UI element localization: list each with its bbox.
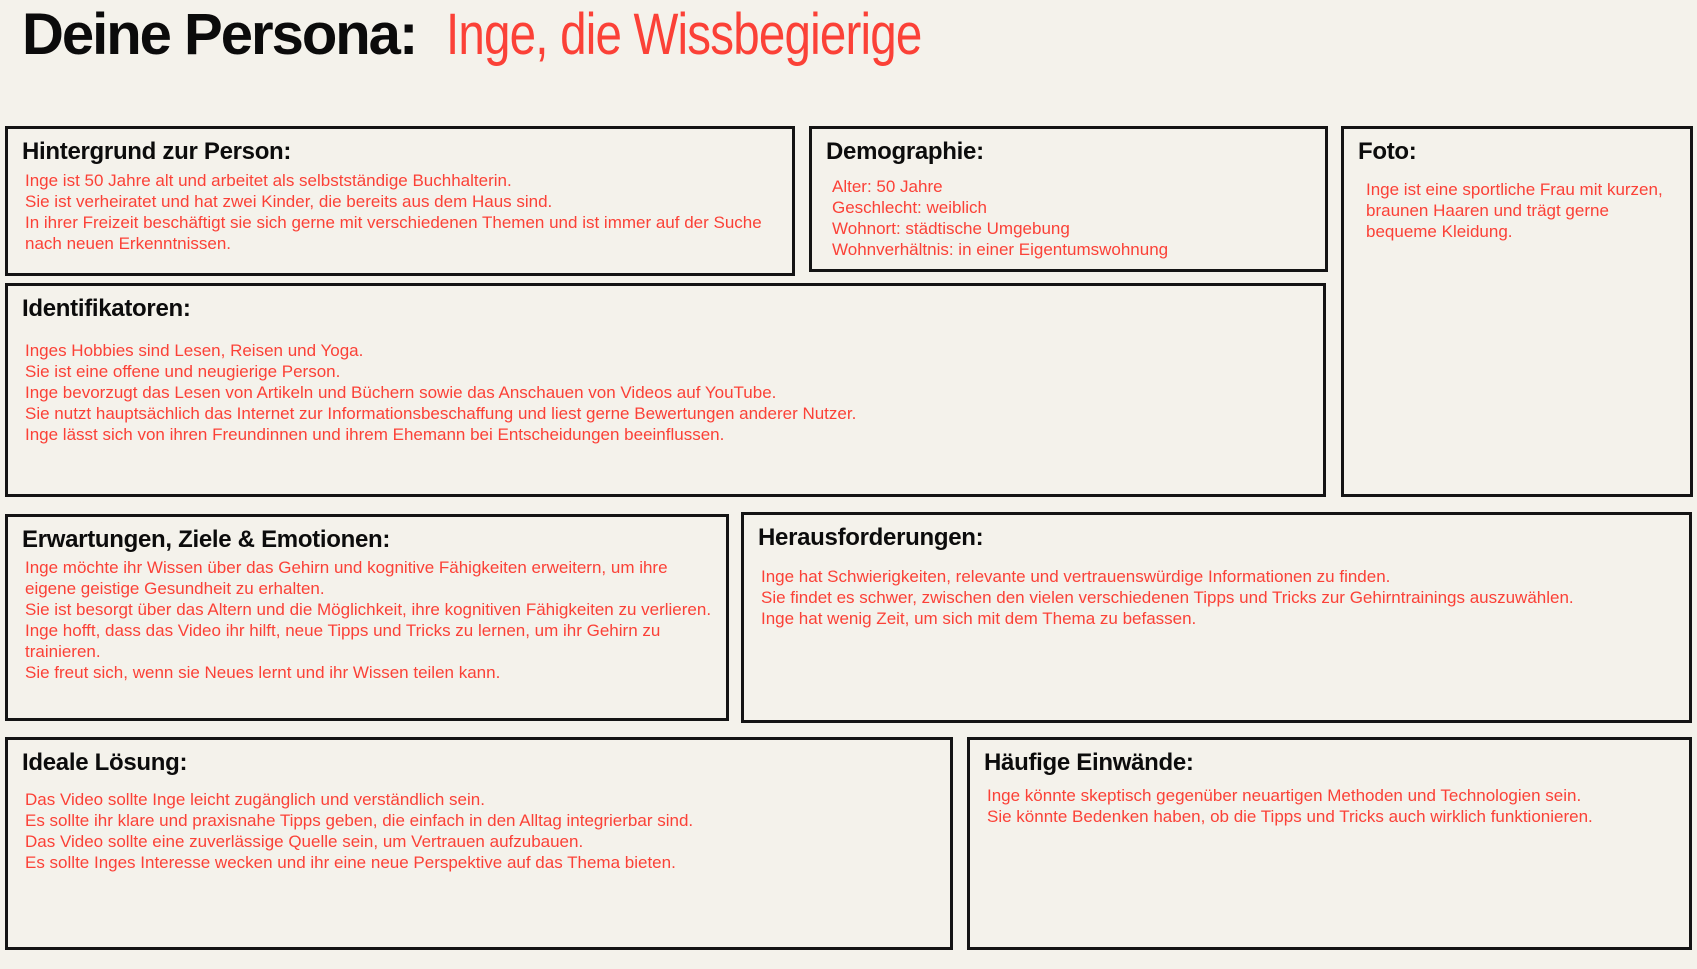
section-body — [826, 176, 1311, 260]
text-line: Sie könnte Bedenken haben, ob die Tipps und Tricks auch wirklich funktionieren. — [987, 806, 1593, 826]
text-line: Inge hat Schwierigkeiten, relevante und vertrauenswürdige Informationen zu finden. — [761, 566, 1391, 586]
section-heading: Erwartungen, Ziele & Emotionen: — [22, 526, 391, 553]
section-foto — [1341, 126, 1693, 497]
section-heading: Demographie: — [826, 138, 984, 165]
section-heading: Ideale Lösung: — [22, 749, 188, 776]
section-heading: Herausforderungen: — [758, 524, 984, 551]
section-body — [22, 557, 712, 683]
text-line: Das Video sollte Inge leicht zugänglich und verständlich sein. — [25, 789, 485, 809]
section-hintergrund-zur-person — [5, 126, 795, 276]
text-line: Sie ist verheiratet und hat zwei Kinder, die bereits aus dem Haus sind. — [25, 191, 553, 211]
section-demographie — [809, 126, 1328, 272]
section-identifikatoren — [5, 283, 1326, 497]
text-line: Wohnort: städtische Umgebung — [832, 218, 1070, 238]
text-line: Sie findet es schwer, zwischen den vielen verschiedenen Tipps und Tricks zur Gehirntrainings auszuwählen. — [761, 587, 1574, 607]
text-line: Sie freut sich, wenn sie Neues lernt und ihr Wissen teilen kann. — [25, 662, 501, 682]
page-title — [22, 2, 1026, 69]
text-line: Inge hat wenig Zeit, um sich mit dem Thema zu befassen. — [761, 608, 1197, 628]
section-heading: Hintergrund zur Person: — [22, 138, 292, 165]
text-line: Alter: 50 Jahre — [832, 176, 943, 196]
page-title-persona-name: Inge, die Wissbegierige — [446, 2, 922, 67]
text-line: Inge bevorzugt das Lesen von Artikeln und Büchern sowie das Anschauen von Videos auf YouTube. — [25, 382, 777, 402]
section-heading: Foto: — [1358, 138, 1417, 165]
section-body — [758, 566, 1675, 629]
text-line: Inge ist eine sportliche Frau mit kurzen, braunen Haaren und trägt gerne bequeme Kleidung. — [1366, 179, 1663, 241]
section-body — [22, 340, 1309, 445]
page-title-label: Deine Persona: — [22, 2, 417, 67]
text-line: Wohnverhältnis: in einer Eigentumswohnung — [832, 239, 1169, 259]
text-line: Inge möchte ihr Wissen über das Gehirn und kognitive Fähigkeiten erweitern, um ihre eigene geistige Gesundheit zu erhalten. — [25, 557, 668, 598]
section-body — [22, 170, 778, 254]
text-line: Das Video sollte eine zuverlässige Quelle sein, um Vertrauen aufzubauen. — [25, 831, 584, 851]
section-erwartungen-ziele-emotionen — [5, 514, 729, 721]
text-line: Sie nutzt hauptsächlich das Internet zur Informationsbeschaffung und liest gerne Bewertungen anderer Nutzer. — [25, 403, 857, 423]
section-heading: Häufige Einwände: — [984, 749, 1194, 776]
text-line: Inge lässt sich von ihren Freundinnen und ihrem Ehemann bei Entscheidungen beeinflussen. — [25, 424, 725, 444]
text-line: Sie ist besorgt über das Altern und die Möglichkeit, ihre kognitiven Fähigkeiten zu verlieren. — [25, 599, 712, 619]
text-line: Inges Hobbies sind Lesen, Reisen und Yoga. — [25, 340, 364, 360]
text-line: In ihrer Freizeit beschäftigt sie sich gerne mit verschiedenen Themen und ist immer auf der Suche nach neuen Erkenntnissen. — [25, 212, 762, 253]
section-body — [1358, 179, 1676, 242]
text-line: Inge ist 50 Jahre alt und arbeitet als selbstständige Buchhalterin. — [25, 170, 512, 190]
section-herausforderungen — [741, 512, 1692, 723]
text-line: Sie ist eine offene und neugierige Person. — [25, 361, 341, 381]
text-line: Geschlecht: weiblich — [832, 197, 987, 217]
section-body — [22, 789, 936, 873]
text-line: Es sollte ihr klare und praxisnahe Tipps geben, die einfach in den Alltag integrierbar sind. — [25, 810, 694, 830]
section-body — [984, 785, 1675, 827]
section-heading: Identifikatoren: — [22, 295, 191, 322]
section-ideale-loesung — [5, 737, 953, 950]
text-line: Es sollte Inges Interesse wecken und ihr eine neue Perspektive auf das Thema bieten. — [25, 852, 676, 872]
text-line: Inge hofft, dass das Video ihr hilft, neue Tipps und Tricks zu lernen, um ihr Gehirn zu trainieren. — [25, 620, 661, 661]
section-haeufige-einwaende — [967, 737, 1692, 950]
text-line: Inge könnte skeptisch gegenüber neuartigen Methoden und Technologien sein. — [987, 785, 1582, 805]
